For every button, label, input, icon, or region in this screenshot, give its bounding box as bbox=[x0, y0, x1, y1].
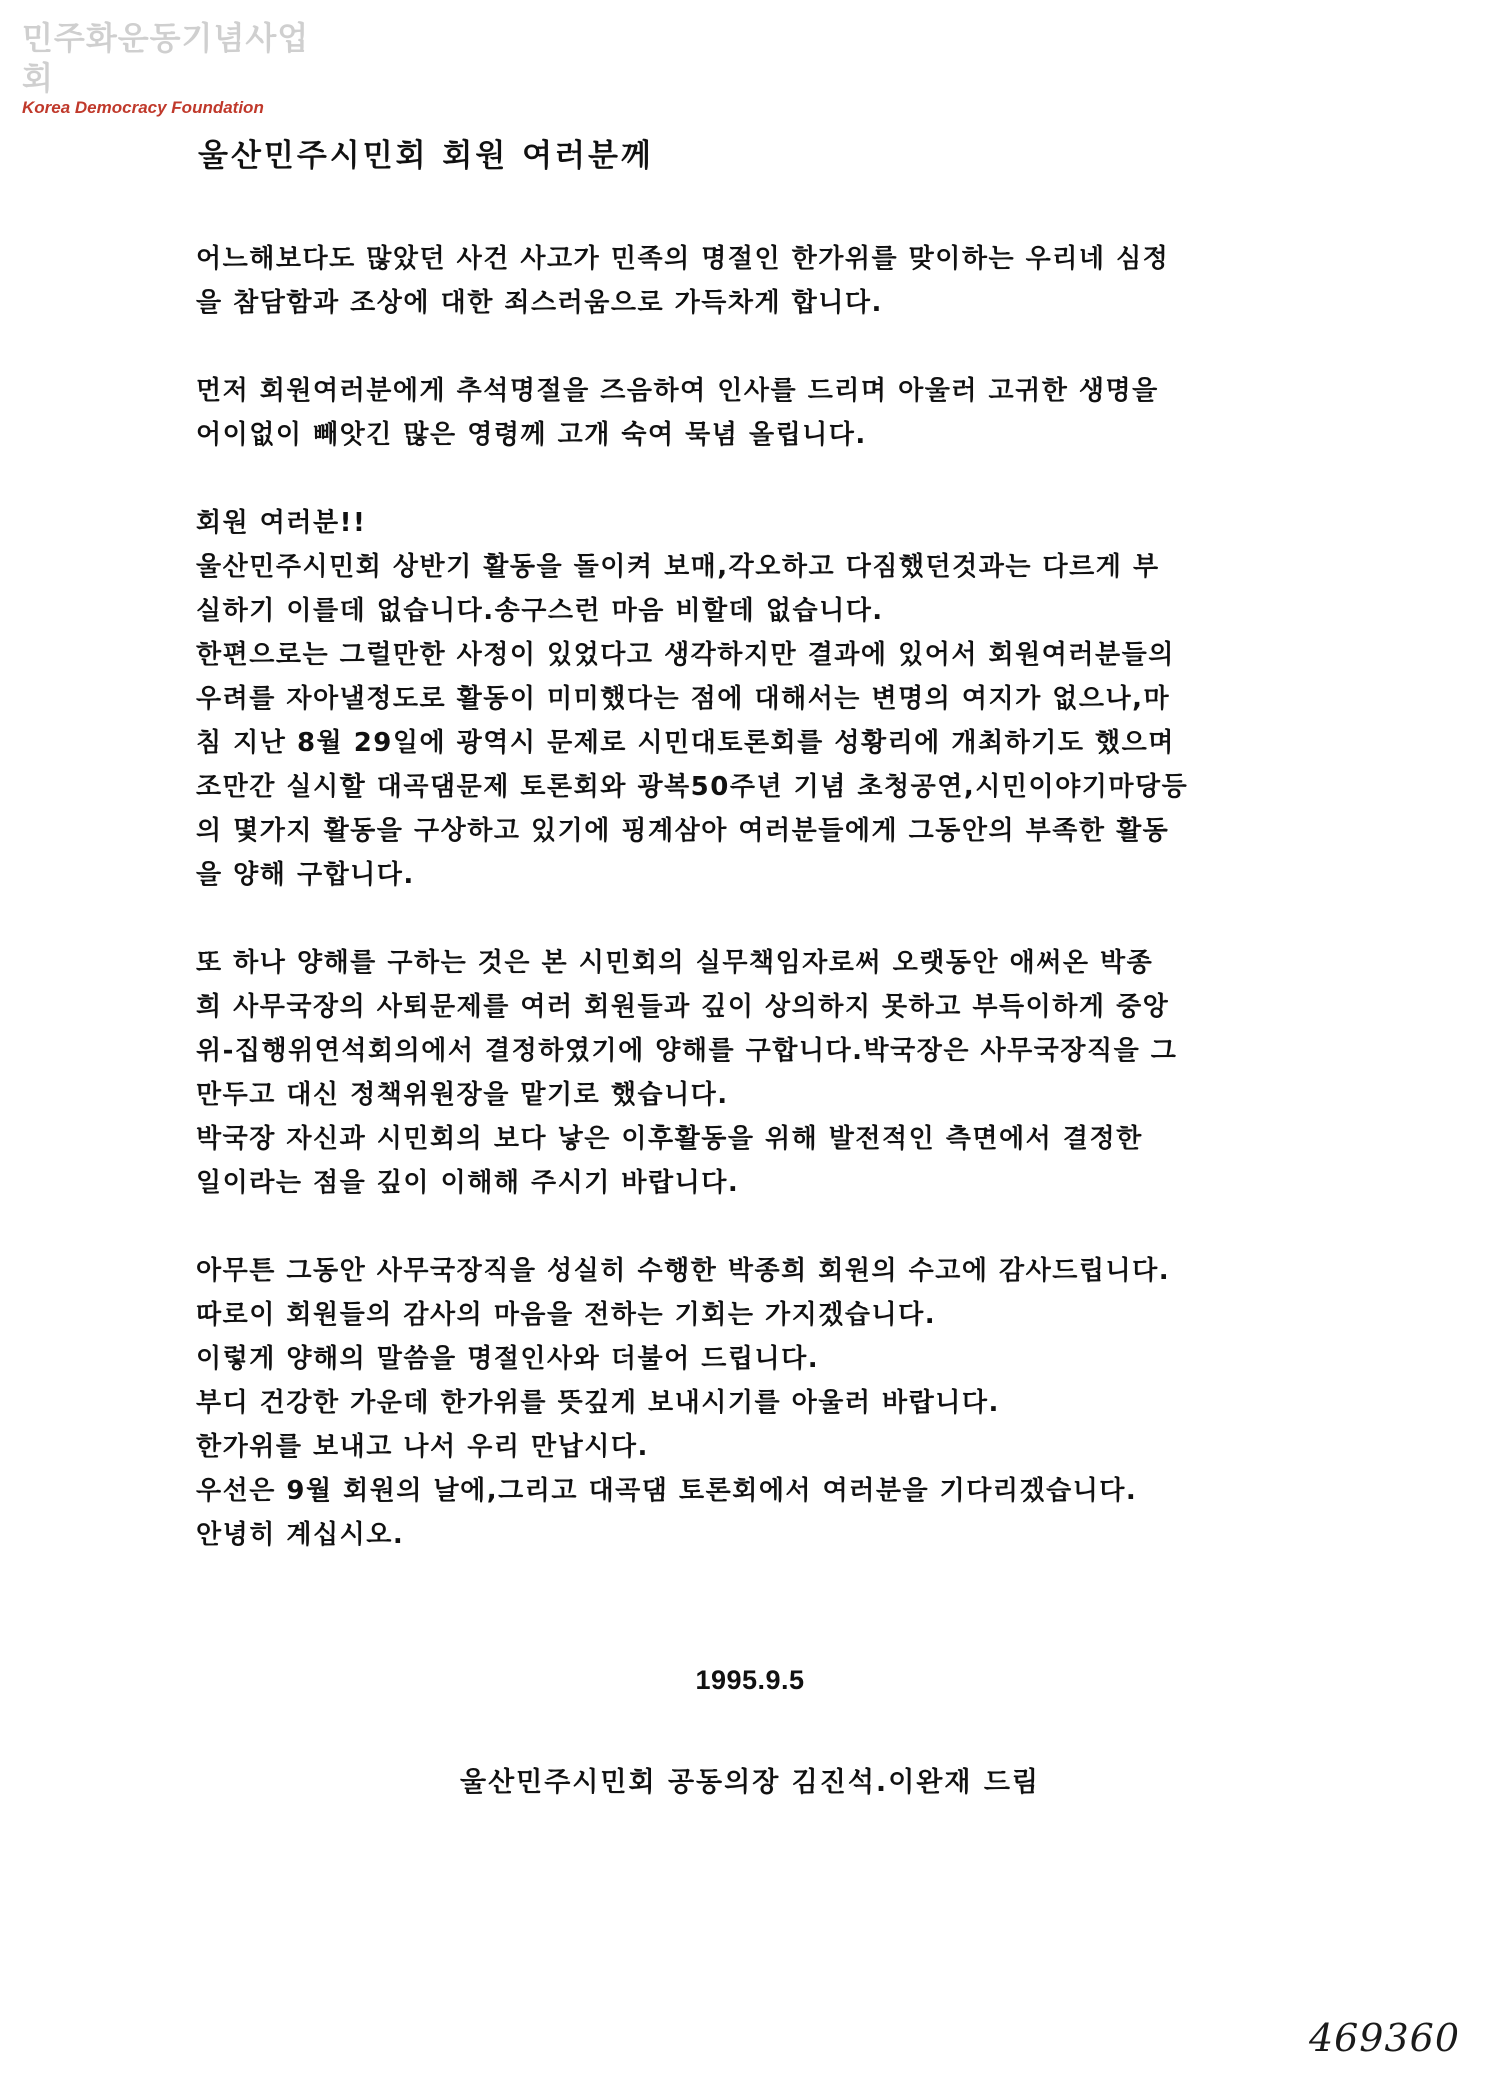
text-line: 회원 여러분!! bbox=[196, 508, 367, 538]
handwritten-document-number: 469360 bbox=[1308, 2016, 1460, 2060]
text-line: 일이라는 점을 깊이 이해해 주시기 바랍니다. bbox=[196, 1168, 740, 1198]
text-line: 아무튼 그동안 사무국장직을 성실히 수행한 박종희 회원의 수고에 감사드립니다. bbox=[196, 1256, 1171, 1286]
text-line: 따로이 회원들의 감사의 마음을 전하는 기회는 가지겠습니다. bbox=[196, 1300, 937, 1330]
text-line: 한편으로는 그럴만한 사정이 있었다고 생각하지만 결과에 있어서 회원여러분들의 bbox=[196, 640, 1175, 670]
text-line: 어이없이 빼앗긴 많은 영령께 고개 숙여 묵념 올립니다. bbox=[196, 420, 867, 450]
text-line: 실하기 이를데 없습니다.송구스런 마음 비할데 없습니다. bbox=[196, 596, 884, 626]
text-line: 울산민주시민회 상반기 활동을 돌이켜 보매,각오하고 다짐했던것과는 다르게 부 bbox=[196, 552, 1160, 582]
letter-body bbox=[196, 135, 1346, 1557]
text-line: 우선은 9월 회원의 날에,그리고 대곡댐 토론회에서 여러분을 기다리겠습니다. bbox=[196, 1476, 1138, 1506]
text-line: 박국장 자신과 시민회의 보다 낳은 이후활동을 위해 발전적인 측면에서 결정한 bbox=[196, 1124, 1143, 1154]
watermark-korean-text: 민주화운동기념사업회 bbox=[22, 19, 310, 97]
text-line: 침 지난 8월 29일에 광역시 문제로 시민대토론회를 성황리에 개최하기도 했으며 bbox=[196, 728, 1175, 758]
paragraph-activity-report bbox=[196, 501, 1346, 897]
text-line: 만두고 대신 정책위원장을 맡기로 했습니다. bbox=[196, 1080, 729, 1110]
letter-title: 울산민주시민회 회원 여러분께 bbox=[198, 138, 654, 174]
text-line: 을 참담함과 조상에 대한 죄스러움으로 가득차게 합니다. bbox=[196, 288, 883, 318]
text-line: 또 하나 양해를 구하는 것은 본 시민회의 실무책임자로써 오랫동안 애써온 박종 bbox=[196, 948, 1154, 978]
text-line: 어느해보다도 많았던 사건 사고가 민족의 명절인 한가위를 맞이하는 우리네 심정 bbox=[196, 244, 1170, 274]
paragraph-closing bbox=[196, 1249, 1346, 1557]
paragraph-intro bbox=[196, 237, 1346, 325]
text-line: 부디 건강한 가운데 한가위를 뜻깊게 보내시기를 아울러 바랍니다. bbox=[196, 1388, 1000, 1418]
paragraph-resignation bbox=[196, 941, 1346, 1205]
text-line: 안녕히 계십시오. bbox=[196, 1520, 405, 1550]
text-line: 먼저 회원여러분에게 추석명절을 즈음하여 인사를 드리며 아울러 고귀한 생명을 bbox=[196, 376, 1159, 406]
text-line: 희 사무국장의 사퇴문제를 여러 회원들과 깊이 상의하지 못하고 부득이하게 중앙 bbox=[196, 992, 1170, 1022]
text-line: 의 몇가지 활동을 구상하고 있기에 핑계삼아 여러분들에게 그동안의 부족한 활동 bbox=[196, 816, 1170, 846]
text-line: 위-집행위연석회의에서 결정하였기에 양해를 구합니다.박국장은 사무국장직을 그 bbox=[196, 1036, 1178, 1066]
paragraph-greeting bbox=[196, 369, 1346, 457]
text-line: 한가위를 보내고 나서 우리 만납시다. bbox=[196, 1432, 649, 1462]
letter-signature: 울산민주시민회 공동의장 김진석.이완재 드림 bbox=[459, 1767, 1040, 1798]
text-line: 을 양해 구합니다. bbox=[196, 860, 415, 890]
watermark-logo bbox=[22, 18, 322, 118]
text-line: 조만간 실시할 대곡댐문제 토론회와 광복50주년 기념 초청공연,시민이야기마당등 bbox=[196, 772, 1189, 802]
text-line: 우려를 자아낼정도로 활동이 미미했다는 점에 대해서는 변명의 여지가 없으나,마 bbox=[196, 684, 1171, 714]
text-line: 이렇게 양해의 말씀을 명절인사와 더불어 드립니다. bbox=[196, 1344, 820, 1374]
watermark-english-text: Korea Democracy Foundation bbox=[22, 98, 264, 117]
letter-date: 1995.9.5 bbox=[695, 1665, 805, 1695]
